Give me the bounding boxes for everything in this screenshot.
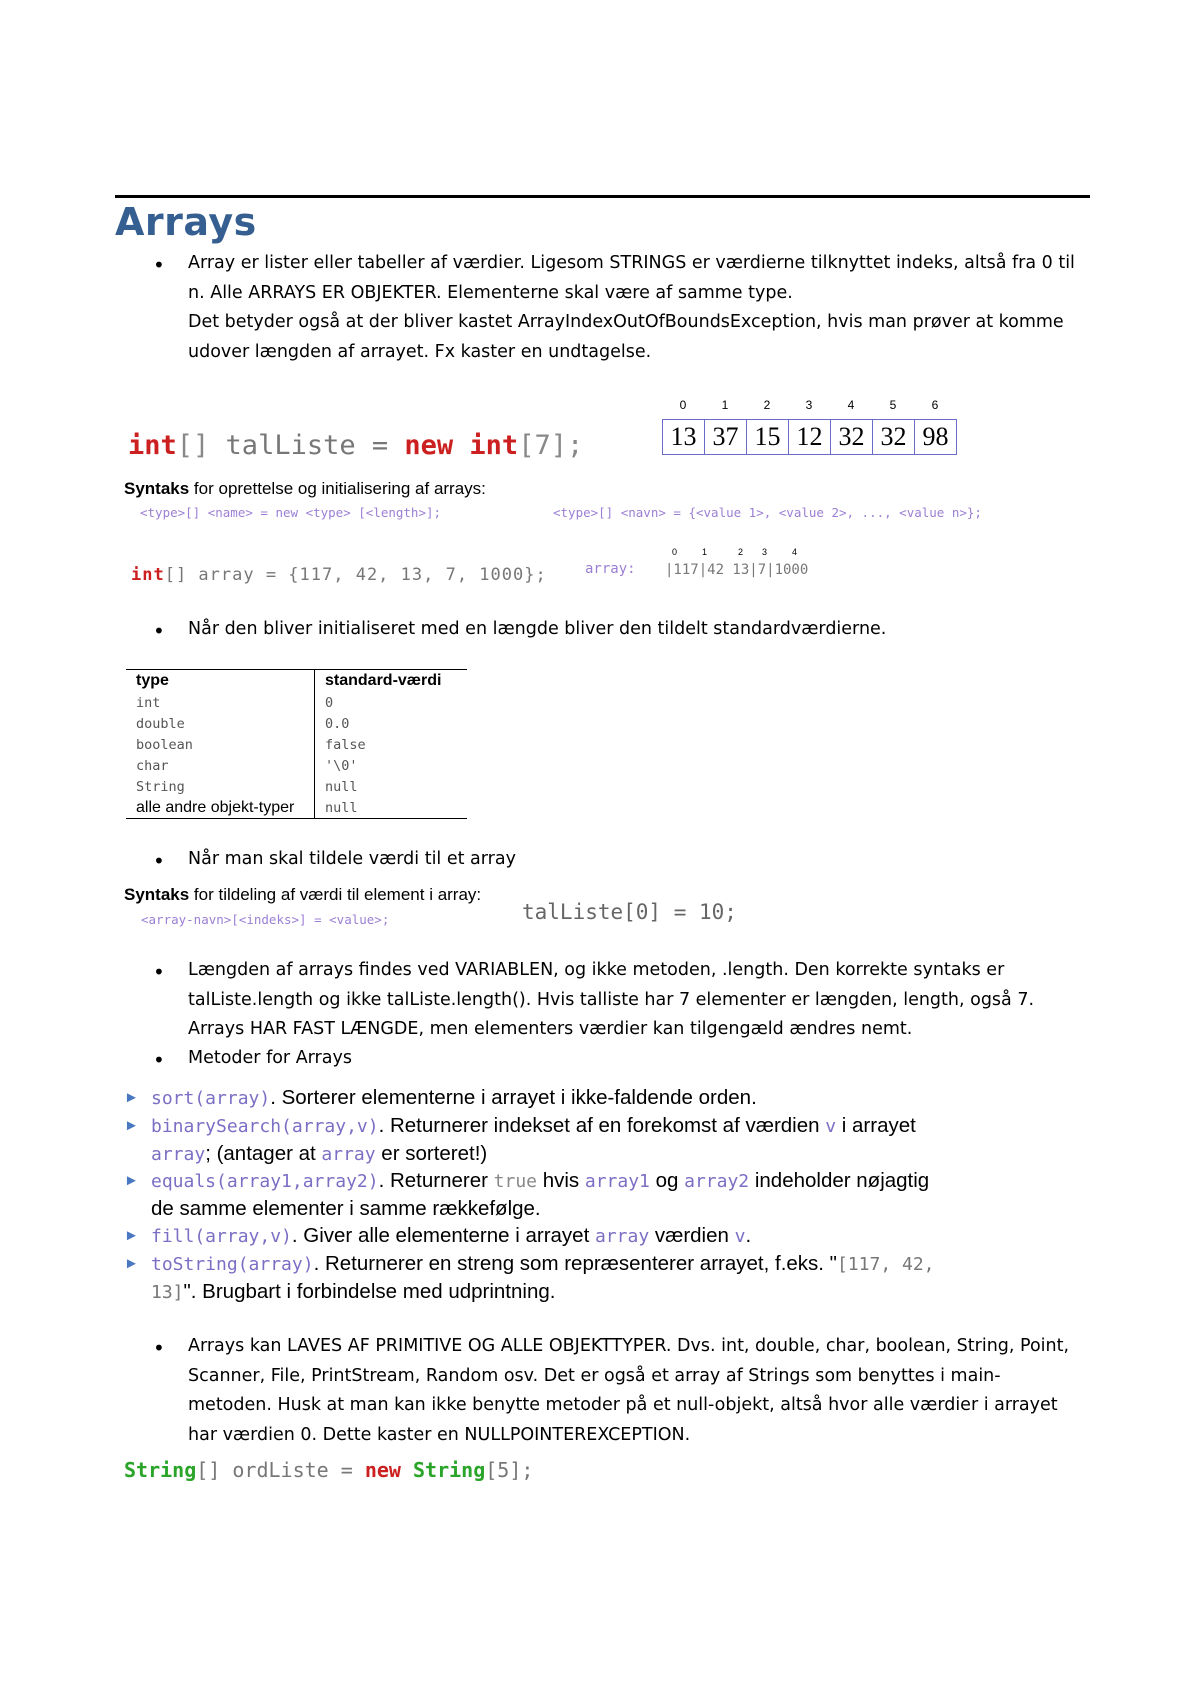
code-keyword: int bbox=[128, 430, 177, 461]
code-keyword: String bbox=[400, 1458, 486, 1482]
table-cell-value: 0.0 bbox=[325, 715, 350, 732]
text-line: metoden. Husk at man kan ikke benytte metoder på et null-objekt, altså hvor alle værdier i arrayet bbox=[188, 1395, 1058, 1415]
syntax-template-new: <type>[] <name> = new <type> [<length>]; bbox=[140, 505, 442, 520]
table-row bbox=[126, 797, 467, 819]
text-line: udover længden af arrayet. Fx kaster en undtagelse. bbox=[188, 341, 652, 362]
method-signature: equals(array1,array2) bbox=[151, 1171, 379, 1192]
syntax-label: Syntaks bbox=[124, 885, 190, 904]
code-array-literal bbox=[131, 565, 547, 585]
method-description: . Returnerer bbox=[378, 1169, 494, 1192]
text-line: Arrays HAR FAST LÆNGDE, men elementers værdier kan tilgengæld ændres nemt. bbox=[188, 1019, 913, 1039]
array-index-label: 4 bbox=[847, 398, 855, 412]
code-inline: array1 bbox=[584, 1171, 650, 1192]
syntax-heading-creation bbox=[124, 479, 486, 499]
text-line: Det betyder også at der bliver kastet ArrayIndexOutOfBoundsException, hvis man prøver at komme bbox=[188, 312, 1064, 332]
table-header-type: type bbox=[126, 670, 315, 693]
array-value-cell: 32 bbox=[831, 420, 873, 454]
array-value-cell: 15 bbox=[747, 420, 789, 454]
code-text: [5]; bbox=[485, 1458, 534, 1482]
bullet-marker: • bbox=[153, 1336, 165, 1360]
syntax-label: Syntaks bbox=[124, 479, 190, 498]
bullet-marker: • bbox=[153, 960, 165, 984]
array-index-label: 3 bbox=[805, 398, 813, 412]
array-index-label: 0 bbox=[679, 398, 687, 412]
code-inline: array bbox=[594, 1226, 650, 1247]
method-description: og bbox=[649, 1169, 685, 1192]
table-row bbox=[126, 776, 467, 797]
text-line: har værdien 0. Dette kaster en NULLPOINTEREXCEPTION. bbox=[188, 1424, 691, 1445]
code-text: [7]; bbox=[518, 430, 584, 461]
method-description: . Returnerer en streng som repræsenterer arrayet, f.eks. " bbox=[313, 1252, 837, 1275]
method-description: . Giver alle elementerne i arrayet bbox=[291, 1224, 595, 1247]
text-line: Når den bliver initialiseret med en længde bliver den tildelt standardværdierne. bbox=[188, 619, 887, 639]
default-values-table bbox=[126, 669, 467, 819]
method-description: ; (antager at bbox=[205, 1142, 322, 1165]
table-cell-value: null bbox=[315, 797, 468, 819]
method-description: . Returnerer indekset af en forekomst af værdien bbox=[378, 1114, 826, 1137]
bullet-paragraph-types bbox=[188, 1332, 1098, 1450]
array-figure-label: array: bbox=[585, 561, 636, 577]
bullet-paragraph-intro bbox=[188, 249, 1098, 367]
text-line: Arrays kan LAVES AF PRIMITIVE OG ALLE OBJEKTTYPER. Dvs. int, double, char, boolean, String, Point, bbox=[188, 1336, 1070, 1356]
code-keyword: String bbox=[124, 1458, 197, 1482]
bullet-paragraph-assign bbox=[188, 845, 1098, 875]
table-cell-value: null bbox=[325, 778, 358, 795]
bullet-marker: • bbox=[153, 253, 165, 277]
array-index-row bbox=[662, 398, 958, 412]
method-description: hvis bbox=[537, 1169, 585, 1192]
array-value-cell: 12 bbox=[789, 420, 831, 454]
triangle-bullet-icon: ► bbox=[124, 1089, 139, 1106]
array-value-cell: 32 bbox=[873, 420, 915, 454]
code-declaration-ordliste bbox=[124, 1458, 533, 1482]
text-line: Metoder for Arrays bbox=[188, 1048, 352, 1068]
code-assign-example: talListe[0] = 10; bbox=[522, 900, 737, 924]
array-index-label: 5 bbox=[889, 398, 897, 412]
text-line: Scanner, File, PrintStream, Random osv. Det er også et array af Strings som benyttes i main- bbox=[188, 1365, 1001, 1386]
code-text: [] array = {117, 42, 13, 7, 1000}; bbox=[164, 565, 547, 585]
bullet-marker: • bbox=[153, 619, 165, 643]
triangle-bullet-icon: ► bbox=[124, 1172, 139, 1189]
array-index-label: 2 bbox=[763, 398, 771, 412]
text-line: talListe.length og ikke talListe.length(). Hvis talliste har 7 elementer er længden, length, også 7. bbox=[188, 989, 1035, 1010]
triangle-bullet-icon: ► bbox=[124, 1255, 139, 1272]
method-description: i arrayet bbox=[836, 1114, 916, 1137]
method-description: de samme elementer i samme rækkefølge. bbox=[151, 1197, 541, 1220]
table-cell-type: alle andre objekt-typer bbox=[126, 797, 315, 819]
text-line: n. Alle ARRAYS ER OBJEKTER. Elementerne skal være af samme type. bbox=[188, 282, 793, 303]
array-figure-indices bbox=[672, 547, 822, 559]
array-value-cell: 13 bbox=[663, 420, 705, 454]
bullet-marker: • bbox=[153, 849, 165, 873]
code-inline: [117, 42, bbox=[836, 1254, 935, 1275]
code-inline: true bbox=[493, 1171, 538, 1192]
table-cell-value: false bbox=[325, 736, 366, 753]
method-description: . Sorterer elementerne i arrayet i ikke-faldende orden. bbox=[270, 1086, 757, 1109]
table-header-row bbox=[126, 670, 467, 693]
code-inline: array bbox=[321, 1144, 376, 1165]
table-row bbox=[126, 734, 467, 755]
code-keyword: int bbox=[453, 430, 519, 461]
syntax-description: for oprettelse og initialisering af arrays: bbox=[189, 479, 486, 498]
bullet-paragraph-methods bbox=[188, 1044, 1098, 1074]
table-cell-type: String bbox=[126, 776, 315, 797]
text-line: Når man skal tildele værdi til et array bbox=[188, 849, 516, 869]
table-cell-type: char bbox=[126, 755, 315, 776]
bullet-marker: • bbox=[153, 1048, 165, 1072]
array-index-label: 3 bbox=[762, 547, 768, 557]
triangle-bullet-icon: ► bbox=[124, 1117, 139, 1134]
code-text: [] bbox=[176, 430, 210, 461]
method-signature: toString(array) bbox=[151, 1254, 314, 1275]
syntax-heading-assign bbox=[124, 885, 481, 905]
page-title: Arrays bbox=[115, 200, 257, 244]
array-index-label: 6 bbox=[931, 398, 939, 412]
bullet-paragraph-defaults bbox=[188, 615, 1098, 645]
method-signature: fill(array,v) bbox=[151, 1226, 292, 1247]
code-keyword: new bbox=[404, 430, 454, 461]
code-declaration-talliste bbox=[128, 430, 583, 461]
syntax-template-initializer: <type>[] <navn> = {<value 1>, <value 2>, ..., <value n>}; bbox=[553, 505, 982, 520]
array-value-boxes bbox=[662, 419, 957, 455]
code-text: [] ordListe = bbox=[196, 1458, 365, 1482]
table-row bbox=[126, 713, 467, 734]
code-keyword: int bbox=[131, 565, 165, 585]
bullet-paragraph-length bbox=[188, 956, 1098, 1045]
syntax-template-assign: <array-navn>[<indeks>] = <value>; bbox=[141, 912, 390, 927]
table-header-value: standard-værdi bbox=[315, 670, 468, 693]
text-line: Array er lister eller tabeller af værdier. Ligesom STRINGS er værdierne tilknyttet indeks, altså fra 0 til bbox=[188, 253, 1075, 273]
code-inline: v bbox=[825, 1116, 837, 1137]
code-keyword: new bbox=[364, 1458, 401, 1482]
array-index-label: 1 bbox=[721, 398, 729, 412]
code-inline: v bbox=[734, 1226, 746, 1247]
array-figure-values: |117|42 13|7|1000 bbox=[665, 562, 809, 578]
table-cell-type: double bbox=[126, 713, 315, 734]
table-cell-type: boolean bbox=[126, 734, 315, 755]
code-text: talListe = bbox=[209, 430, 405, 461]
method-description: er sorteret!) bbox=[375, 1142, 488, 1165]
code-inline: array bbox=[151, 1144, 206, 1165]
method-signature: binarySearch(array,v) bbox=[151, 1116, 379, 1137]
text-line: Længden af arrays findes ved VARIABLEN, og ikke metoden, .length. Den korrekte syntaks er bbox=[188, 960, 1005, 980]
method-description: værdien bbox=[649, 1224, 735, 1247]
table-cell-value: 0 bbox=[325, 694, 334, 711]
method-signature: sort(array) bbox=[151, 1088, 271, 1109]
array-index-label: 2 bbox=[738, 547, 744, 557]
array-value-cell: 98 bbox=[922, 422, 949, 451]
method-description: indeholder nøjagtig bbox=[749, 1169, 930, 1192]
array-index-label: 0 bbox=[672, 547, 678, 557]
code-inline: array2 bbox=[684, 1171, 750, 1192]
method-description: ". Brugbart i forbindelse med udprintning. bbox=[183, 1280, 556, 1303]
triangle-bullet-icon: ► bbox=[124, 1227, 139, 1244]
syntax-description: for tildeling af værdi til element i array: bbox=[189, 885, 482, 904]
array-index-label: 4 bbox=[792, 547, 798, 557]
table-row bbox=[126, 692, 467, 713]
method-description: . bbox=[745, 1224, 752, 1247]
heading-rule bbox=[115, 195, 1090, 198]
table-cell-value: '\0' bbox=[325, 757, 358, 774]
table-row bbox=[126, 755, 467, 776]
table-cell-type: int bbox=[126, 692, 315, 713]
code-inline: 13] bbox=[151, 1282, 184, 1303]
array-value-cell: 37 bbox=[705, 420, 747, 454]
array-index-label: 1 bbox=[702, 547, 708, 557]
